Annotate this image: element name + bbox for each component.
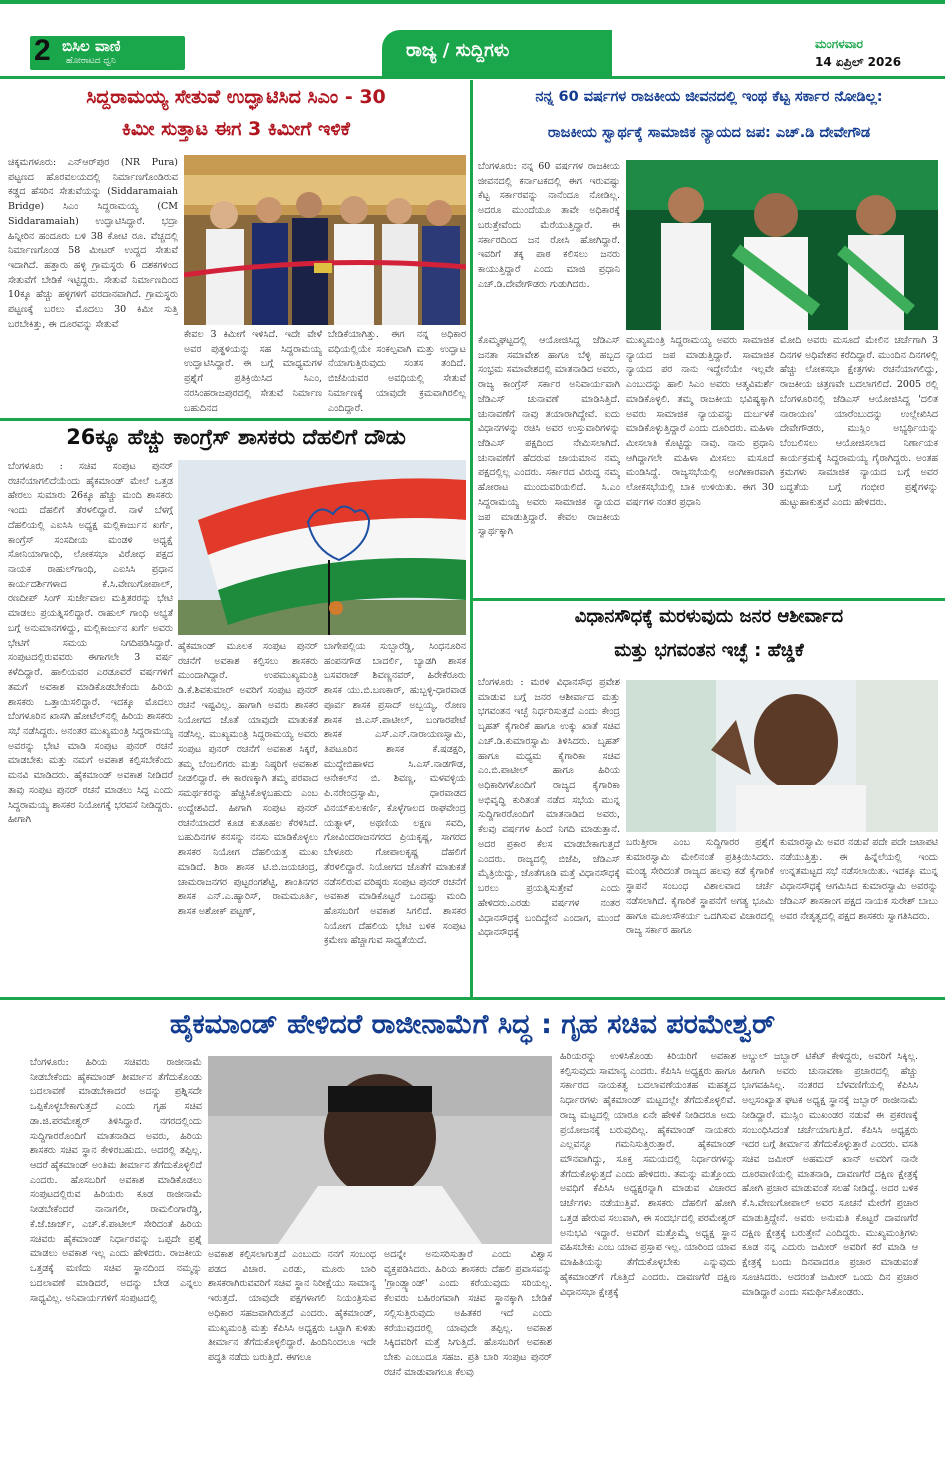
paper-name: ಬಿಸಿಲ ವಾಣಿ	[62, 37, 121, 55]
article-headline: ವಿಧಾನಸೌಧಕ್ಕೆ ಮರಳುವುದು ಜನರ ಆಶೀರ್ವಾದ	[574, 606, 844, 627]
page-number: 2	[34, 34, 51, 67]
article-column: ಚಿಕ್ಕಮಗಳೂರು: ಎನ್‌ಆರ್‌ಪುರ (NR Pura) ಪಟ್ಟಣದ ಹೊರವಲಯದಲ್ಲಿ ನಿರ್ಮಾಣಗೊಂಡಿರುವ ಕಡ್ಡದ ಹೆಸರಿನ ಸೇತುವೆಯನ್ನು (Siddaramaiah Bridge) ಸಿಎಂ ಸಿದ್ದರಾಮಯ್ಯ (CM Siddaramaiah) ಉದ್ಘಾಟಿಸಿದ್ದಾರೆ. ಭದ್ರಾ ಹಿನ್ನೀರಿನ ಹಂದೂರು ಬಳಿ 38 ಕೋಟಿ ರೂ. ವೆಚ್ಚದಲ್ಲಿ ನಿರ್ಮಾಣಗೊಂಡ 58 ಮೀಟರ್ ಉದ್ದದ ಸೇತುವೆ ಇದಾಗಿದೆ. ಹತ್ತಾರು ಹಳ್ಳಿ ಗ್ರಾಮಸ್ಥರು 6 ದಶಕಗಳಿಂದ ಸೇತುವೆಗೆ ಬೇಡಿಕೆ ಇಟ್ಟಿದ್ದರು. ಸೇತುವೆ ನಿರ್ಮಾಣದಿಂದ 10ಕ್ಕೂ ಹೆಚ್ಚು ಹಳ್ಳಿಗಳಿಗೆ ವರದಾನವಾಗಿದೆ. ಗ್ರಾಮಸ್ಥರು ಪಟ್ಟಣಕ್ಕೆ ಬರಲು ಮೊದಲು 30 ಕಿಮೀ ಸುತ್ತಿ ಬರಬೇಕಿತ್ತು, ಈ ದೂರವನ್ನು ಸೇತುವೆ	[8, 157, 178, 330]
article-headline: ನನ್ನ 60 ವರ್ಷಗಳ ರಾಜಕೀಯ ಜೀವನದಲ್ಲಿ ಇಂಥ ಕೆಟ್ಟ ಸರ್ಕಾರ ನೋಡಿಲ್ಲ:	[535, 89, 883, 105]
kumaraswamy-photo	[626, 680, 938, 832]
article-column: ಬೆಂಗಳೂರು: ನನ್ನ 60 ವರ್ಷಗಳ ರಾಜಕೀಯ ಜೀವನದಲ್ಲಿ ಕರ್ನಾಟಕದಲ್ಲಿ ಈಗ ಇರುವಷ್ಟು ಕೆಟ್ಟ ಸರ್ಕಾರವನ್ನು ನಾನೆಂದೂ ನೋಡಿಲ್ಲ. ಅದರೂ ಮುಂದೆಯೂ ತಾವೇ ಅಧಿಕಾರಕ್ಕೆ ಬರುತ್ತೇವೆಂದು ಮೆರೆಯುತ್ತಿದ್ದಾರೆ. ಈ ಸರ್ಕಾರದಿಂದ ಜನ ರೋಸಿ ಹೋಗಿದ್ದಾರೆ. ಇವರಿಗೆ ತಕ್ಕ ಪಾಠ ಕಲಿಸಲು ಜನರು ಕಾಯುತ್ತಿದ್ದಾರೆ ಎಂದು ಮಾಜಿ ಪ್ರಧಾನಿ ಎಚ್.ಡಿ.ದೇವೇಗೌಡರು ಗುಡುಗಿದರು.	[478, 161, 620, 290]
article-column: ಕೊಮ್ಮಘಟ್ಟದಲ್ಲಿ ಆಯೋಜಿಸಿದ್ದ ಜೆಡಿಎಸ್ ಜನತಾ ಸಮಾವೇಶ ಹಾಗೂ ಬೆಳ್ಳಿ ಹಬ್ಬದ ಸಂಭ್ರಮ ಸಮಾವೇಶದಲ್ಲಿ ಮಾತನಾಡಿದ ಅವರು, ರಾಜ್ಯ ಕಾಂಗ್ರೆಸ್ ಸರ್ಕಾರ ಅನಿವಾರ್ಯವಾಗಿ ಜೆಡಿಎಸ್ ಚುನಾವಣೆ ಮಾಡಿಸಿತ್ತಿದೆ. ಚುನಾವಣೆಗೆ ನಾವು ತಯಾರಾಗಿದ್ದೇವೆ. ಐದು ವಿಧಾನಗಳನ್ನು ರಚಿಸಿ ಅವರ ಉಸ್ತುವಾರಿಗಳನ್ನು ಜೆಡಿಎಸ್ ಪಕ್ಷದಿಂದ ನೇಮಿಸಲಾಗಿದೆ. ಚುನಾವಣೆಗೆ ಹೆದರುವ ಜಾಯಮಾನ ನಮ್ಮ ಪಕ್ಷದಲ್ಲಿಲ್ಲ ಎಂದರು. ಸರ್ಕಾರದ ವಿರುದ್ಧ ನಮ್ಮ ಹೋರಾಟ ಮುಂದುವರಿಯಲಿದೆ. ಸಿ.ಎಂ ಸಿದ್ದರಾಮಯ್ಯ ಅವರು ಸಾಮಾಜಿಕ ನ್ಯಾಯದ ಜಪ ಮಾಡುತ್ತಿದ್ದಾರೆ. ಕೇವಲ ರಾಜಕೀಯ ಸ್ವಾರ್ಥಕ್ಕಾಗಿ	[478, 335, 620, 538]
article-headline-line2: ರಾಜಕೀಯ ಸ್ವಾರ್ಥಕ್ಕೆ ಸಾಮಾಜಿಕ ನ್ಯಾಯದ ಜಪ: ಎಚ್.ಡಿ ದೇವೇಗೌಡ	[547, 125, 871, 141]
article-column: ಅಬ್ದುಲ್ ಜಬ್ಬಾರ್ ಟಿಕೆಟ್ ಕೇಳಿದ್ದರು, ಅವರಿಗೆ ಸಿಕ್ಕಿಲ್ಲ. ಹೀಗಾಗಿ ಅವರು ಚುನಾವಣಾ ಪ್ರಚಾರದಲ್ಲಿ ಹೆಚ್ಚು ಭಾಗವಹಿಸಿಲ್ಲ. ನಂತರದ ಬೆಳವಣಿಗೆಯಲ್ಲಿ ಕೆಪಿಸಿಸಿ ಅಲ್ಪಸಂಖ್ಯಾತ ಘಟಕ ಅಧ್ಯಕ್ಷ ಸ್ಥಾನಕ್ಕೆ ಜಬ್ಬಾರ್ ರಾಜೀನಾಮೆ ನೀಡಿದ್ದಾರೆ. ಮುಸ್ಲಿಂ ಮುಖಂಡರ ನಡುವೆ ಈ ಪ್ರಕರಣಕ್ಕೆ ಸಂಬಂಧಿಸಿದಂತೆ ಚರ್ಚೆಯಾಗುತ್ತಿದೆ. ಕೆಪಿಸಿಸಿ ಅಧ್ಯಕ್ಷರು ಇದರ ಬಗ್ಗೆ ತೀರ್ಮಾನ ತೆಗೆದುಕೊಳ್ಳುತ್ತಾರೆ ಎಂದರು. ವಸತಿ ಸಚಿವ ಜಮೀರ್ ಅಹಮದ್ ಖಾನ್ ಅವರಿಗೆ ನಾನೇ ದೂರವಾಣಿಯಲ್ಲಿ ಮಾತನಾಡಿ, ದಾವಣಗೆರೆ ದಕ್ಷಿಣ ಕ್ಷೇತ್ರಕ್ಕೆ ಹೋಗಿ ಪ್ರಚಾರ ಮಾಡುವಂತೆ ಸಲಹೆ ನೀಡಿದ್ದೆ. ಅದರ ಬಳಿಕ ಕೆ.ಸಿ.ವೇಣುಗೋಪಾಲ್ ಅವರ ಸೂಚನೆ ಮೇರೆಗೆ ಪ್ರಚಾರ ಮಾಡುತ್ತಿದ್ದೇನೆ. ಅವರು ಅನುಮತಿ ಕೊಟ್ಟರೆ ದಾವಣಗೆರೆ ದಕ್ಷಿಣ ಕ್ಷೇತ್ರಕ್ಕೆ ಬರುತ್ತೇನೆ ಎಂದಿದ್ದರು. ಮುಖ್ಯಮಂತ್ರಿಗಳು ಕೂಡ ನನ್ನ ಎದುರು ಜಮೀರ್ ಅವರಿಗೆ ಕರೆ ಮಾಡಿ ಆ ಕ್ಷೇತ್ರಕ್ಕೆ ಬಂದು ದಿನವಾದರೂ ಪ್ರಚಾರ ಮಾಡುವಂತೆ ಸೂಚಿಸಿದರು. ಅದರಂತೆ ಜಮೀರ್ ಒಂದು ದಿನ ಪ್ರಚಾರ ಮಾಡಿದ್ದಾರೆ ಎಂದು ಸಮರ್ಥಿಸಿಕೊಂಡರು.	[742, 1051, 918, 1298]
section-label: ರಾಜ್ಯ / ಸುದ್ದಿಗಳು	[406, 40, 510, 61]
article-column: ಹಿರಿಯರನ್ನು ಉಳಿಸಿಕೊಂಡು ಕಿರಿಯರಿಗೆ ಅವಕಾಶ ಕಲ್ಪಿಸುವುದು ಸಾಮಾನ್ಯ ಎಂದರು. ಕೆಪಿಸಿಸಿ ಅಧ್ಯಕ್ಷರು ಹಾಗೂ ಸರ್ಕಾರದ ನಾಯಕತ್ವ ಬದಲಾವಣೆಯಂತಹ ಮಹತ್ವದ ನಿರ್ಧಾರಗಳು ಹೈಕಮಾಂಡ್ ಮಟ್ಟದಲ್ಲೇ ತೆಗೆದುಕೊಳ್ಳಲಿವೆ. ರಾಜ್ಯ ಮಟ್ಟದಲ್ಲಿ ಯಾರೂ ಏನೇ ಹೇಳಿಕೆ ನೀಡಿದರೂ ಅದು ಪ್ರಯೋಜನಕ್ಕೆ ಬರುವುದಿಲ್ಲ. ಹೈಕಮಾಂಡ್ ನಾಯಕರು ಎಲ್ಲವನ್ನೂ ಗಮನಿಸುತ್ತಿರುತ್ತಾರೆ. ಹೈಕಮಾಂಡ್ ಮೌನವಾಗಿದ್ದು, ಸೂಕ್ತ ಸಮಯದಲ್ಲಿ ನಿರ್ಧಾರಗಳನ್ನು ತೆಗೆದುಕೊಳ್ಳುತ್ತದೆ ಎಂದು ಹೇಳಿದರು. ತಮನ್ನು ಮತ್ತೊಂದು ಅವಧಿಗೆ ಕೆಪಿಸಿಸಿ ಅಧ್ಯಕ್ಷರನ್ನಾಗಿ ಮಾಡುವ ವಿಚಾರದ ಚರ್ಚೆಗಳು ನಡೆಯುತ್ತಿವೆ. ಶಾಸಕರು ದೆಹಲಿಗೆ ಹೋಗಿ ಒತ್ತಡ ಹೇರುವ ಸಲುವಾಗಿ, ಈ ಸಂದರ್ಭದಲ್ಲಿ ಪರಮೇಶ್ವರ್ ಅನುಭವಿ ಇದ್ದಾರೆ. ಅವರಿಗೆ ಮತ್ತೊಮ್ಮೆ ಅಧ್ಯಕ್ಷ ಸ್ಥಾನ ವಹಿಸಬೇಕು ಎಂಬ ಯಾವ ಪ್ರಸ್ತಾಪ ಇಲ್ಲ. ಯಾರಿಂದ ಯಾವ ಮಾಹಿತಿಯನ್ನು ತೆಗೆದುಕೊಳ್ಳಬೇಕು ಎನ್ನುವುದು ಹೈಕಮಾಂಡ್‌ಗೆ ಗೊತ್ತಿದೆ ಎಂದರು. ದಾವಣಗೆರೆ ದಕ್ಷಿಣ ವಿಧಾನಸಭಾ ಕ್ಷೇತ್ರಕ್ಕೆ	[560, 1051, 736, 1298]
article-column: ಕೇವಲ 3 ಕಿಮೀಗೆ ಇಳಿಸಿದೆ. ಇದೇ ವೇಳೆ ಅವರ ಪುತ್ಥಳಿಯನ್ನು ಸಹ ಸಿದ್ದರಾಮಯ್ಯ ಉದ್ಘಾಟಿಸಿದ್ದಾರೆ. ಈ ಬಗ್ಗೆ ಮಾಧ್ಯಮಗಳ ಪ್ರಶ್ನೆಗೆ ಪ್ರತಿಕ್ರಿಯಿಸಿದ ಸಿಎಂ, ನರಸಿಂಹರಾಜಪುರದಲ್ಲಿ ಸೇತುವೆ ನಿರ್ಮಾಣ ಬಹುದಿನದ	[184, 329, 322, 414]
parameshwar-photo	[208, 1056, 552, 1244]
article-column: ಬೆಂಗಳೂರು : ಮರಳಿ ವಿಧಾನಸೌಧ ಪ್ರವೇಶ ಮಾಡುವ ಬಗ್ಗೆ ಜನರ ಆಶೀರ್ವಾದ ಮತ್ತು ಭಗವಂತನ ಇಚ್ಛೆ ನಿರ್ಧರಿಸುತ್ತದೆ ಎಂದು ಕೇಂದ್ರ ಬೃಹತ್ ಕೈಗಾರಿಕೆ ಹಾಗೂ ಉಕ್ಕು ಖಾತೆ ಸಚಿವ ಎಚ್.ಡಿ.ಕುಮಾರಸ್ವಾಮಿ ತಿಳಿಸಿದರು. ಬೃಹತ್ ಹಾಗೂ ಮಧ್ಯಮ ಕೈಗಾರಿಕಾ ಸಚಿವ ಎಂ.ಬಿ.ಪಾಟೀಲ್ ಹಾಗೂ ಹಿರಿಯ ಅಧಿಕಾರಿಗಳೊಂದಿಗೆ ರಾಜ್ಯದ ಕೈಗಾರಿಕಾ ಅಭಿವೃದ್ಧಿ ಕುರಿತಂತೆ ನಡೆದ ಸಭೆಯ ಮುನ್ನ ಸುದ್ದಿಗಾರರೊಂದಿಗೆ ಮಾತನಾಡಿದ ಅವರು, ಕೆಲವು ವರ್ಷಗಳ ಹಿಂದೆ ನಿಗದಿ ಮಾಡುತ್ತಾನೆ. ಅದರ ಪ್ರಕಾರ ಕೆಲಸ ಮಾಡಬೇಕಾಗುತ್ತದೆ ಎಂದರು. ರಾಜ್ಯದಲ್ಲಿ ಬಿಜೆಪಿ, ಜೆಡಿಎಸ್ ಮೈತ್ರಿಯಿದ್ದು, ಜೊತೆಗೂಡಿ ಮತ್ತೆ ವಿಧಾನಸೌಧಕ್ಕೆ ಬರಲು ಪ್ರಯತ್ನಿಸುತ್ತೇವೆ ಎಂದು ಹೇಳಿದರು.ಎರಡು ವರ್ಷಗಳ ನಂತರ ವಿಧಾನಸೌಧಕ್ಕೆ ಬಂದಿದ್ದೇನೆ ಎಂದಾಗ, ಮುಂದೆ ವಿಧಾನಸೌಧಕ್ಕೆ	[478, 677, 620, 939]
article-column: ಅವಕಾಶ ಕಲ್ಪಿಸಲಾಗುತ್ತದೆ ಎಂಬುದು ನನಗೆ ಸಂಬಂಧ ಪಡದ ವಿಚಾರ. ಎರಡು, ಮೂರು ಬಾರಿ ಶಾಸಕರಾಗಿರುವವರಿಗೆ ಸಚಿವ ಸ್ಥಾನ ನಿರೀಕ್ಷೆಯು ಸಾಮಾನ್ಯ ಇರುತ್ತದೆ. ಯಾವುದೇ ಪಕ್ಷಗಳಾಗಲಿ ನಿಯಂತ್ರಿಸುವ ಅಧಿಕಾರ ಸಹಜವಾಗಿರುತ್ತದೆ ಎಂದರು. ಹೈಕಮಾಂಡ್, ಮುಖ್ಯಮಂತ್ರಿ ಮತ್ತು ಕೆಪಿಸಿಸಿ ಅಧ್ಯಕ್ಷರು ಒಟ್ಟಾಗಿ ಕುಳಿತು ತೀರ್ಮಾನ ತೆಗೆದುಕೊಳ್ಳಲಿದ್ದಾರೆ. ಹಿಂದಿನಿಂದಲೂ ಇದೇ ಪದ್ಧತಿ ನಡೆದು ಬರುತ್ತಿದೆ. ಈಗಲೂ	[208, 1249, 376, 1364]
article-column: ಮುಖ್ಯಮಂತ್ರಿ ಸಿದ್ದರಾಮಯ್ಯ ಅವರು ಸಾಮಾಜಿಕ ನ್ಯಾಯದ ಜಪ ಮಾಡುತ್ತಿದ್ದಾರೆ. ಸಾಮಾಜಿಕ ನ್ಯಾಯದ ಪರ ನಾನು ಇದ್ದೇನೆಯೇ ಇಲ್ಲವೇ ಎಂಬುದನ್ನು ಹಾಲಿ ಸಿಎಂ ಅವರು ಆತ್ಮವಿಮರ್ಶೆ ಮಾಡಿಕೊಳ್ಳಲಿ. ತಮ್ಮ ರಾಜಕೀಯ ಭವಿಷ್ಯಕ್ಕಾಗಿ ಅವರು ಸಾಮಾಜಿಕ ನ್ಯಾಯವನ್ನು ದುರ್ಬಳಕೆ ಮಾಡಿಕೊಳ್ಳುತ್ತಿದ್ದಾರೆ ಎಂದು ದೂರಿದರು. ಮಹಿಳಾ ಮೀಸಲಾತಿ ಕೊಟ್ಟಿದ್ದು ನಾವು. ನಾನು ಪ್ರಧಾನಿ ಆಗಿದ್ದಾಗಲೇ ಮಹಿಳಾ ಮೀಸಲು ಮಸೂದೆ ಮಂಡಿಸಿದ್ದೆ. ರಾಜ್ಯಸಭೆಯಲ್ಲಿ ಅಂಗೀಕಾರವಾಗಿ ಲೋಕಸಭೆಯಲ್ಲಿ ಬಾಕಿ ಉಳಿಯಿತು. ಈಗ 30 ವರ್ಷಗಳ ನಂತರ ಪ್ರಧಾನಿ	[626, 335, 774, 508]
right-article-separator	[473, 598, 945, 601]
jds-leaders-photo	[626, 160, 938, 330]
article-headline-line2: ಮತ್ತು ಭಗವಂತನ ಇಚ್ಛೆ : ಹೆಚ್ಡಿಕೆ	[614, 640, 804, 661]
left-article-separator	[0, 418, 470, 421]
article-column: ಕುಮಾರಸ್ವಾಮಿ ಅವರ ನಡುವೆ ಪದೇ ಪದೇ ಜಟಾಪಟಿ ನಡೆಯುತ್ತಿತ್ತು. ಈ ಹಿನ್ನೆಲೆಯಲ್ಲಿ ಇಂದು ಉನ್ನತಮಟ್ಟದ ಸಭೆ ನಡೆಸಲಾಯಿತು. ಇದಕ್ಕೂ ಮುನ್ನ ವಿಧಾನಸೌಧಕ್ಕೆ ಆಗಮಿಸಿದ ಕುಮಾರಸ್ವಾಮಿ ಅವರನ್ನು ಜೆಡಿಎಸ್ ಶಾಸಕಾಂಗ ಪಕ್ಷದ ನಾಯಕ ಸುರೇಶ್ ಬಾಬು ಅವರ ನೇತೃತ್ವದಲ್ಲಿ ಪಕ್ಷದ ಶಾಸಕರು ಸ್ವಾಗತಿಸಿದರು.	[780, 837, 938, 922]
article-column: ಹೈಕಮಾಂಡ್ ಮೂಲಕ ಸಂಪುಟ ಪುನರ್ ರಚನೆಗೆ ಅವಕಾಶ ಕಲ್ಪಿಸಲು ಶಾಸಕರು ಮುಂದಾಗಿದ್ದಾರೆ. ಉಪಮುಖ್ಯಮಂತ್ರಿ ಡಿ.ಕೆ.ಶಿವಕುಮಾರ್ ಅವರಿಗೆ ಸಂಪುಟ ಪುನರ್ ರಚನೆ ಇಷ್ಟವಿಲ್ಲ. ಹಾಗಾಗಿ ಅವರು ಶಾಸಕರ ನಿಯೋಗದ ಜೊತೆ ಯಾವುದೇ ಮಾತುಕತೆ ನಡೆಸಿಲ್ಲ. ಮುಖ್ಯಮಂತ್ರಿ ಸಿದ್ದರಾಮಯ್ಯ ಅವರು ಸಂಪುಟ ಪುನರ್ ರಚನೆಗೆ ಅವಕಾಶ ಸಿಕ್ಕರೆ, ತಮ್ಮ ಬೆಂಬಲಿಗರು ಮತ್ತು ನಿಷ್ಠರಿಗೆ ಅವಕಾಶ ನೀಡಲಿದ್ದಾರೆ. ಈ ಕಾರಣಕ್ಕಾಗಿ ತಮ್ಮ ಪರವಾದ ಸಮರ್ಥಕರನ್ನು ಹೆಚ್ಚಿಸಿಕೊಳ್ಳಬಹುದು ಎಂಬ ಉದ್ದೇಶವಿದೆ. ಹೀಗಾಗಿ ಸಂಪುಟ ಪುನರ್ ರಚನೆಯಾದರೆ ಕೂಡ ಕುತೂಹಲ ಕೆರಳಿಸಿದೆ. ಬಹುದಿನಗಳ ಕನಸನ್ನು ನನಸು ಮಾಡಿಕೊಳ್ಳಲು ಶಾಸಕರ ನಿಯೋಗ ದೆಹಲಿಯತ್ತ ಮುಖ ಮಾಡಿದೆ. ಶಿರಾ ಶಾಸಕ ಟಿ.ಬಿ.ಜಯಚಂದ್ರ, ಚಾಮರಾಜನಗರ ಪುಟ್ಟರಂಗಶೆಟ್ಟಿ, ಶಾಂತಿನಗರ ಶಾಸಕ ಎನ್.ಎ.ಹ್ಯಾರಿಸ್, ರಾಮಮೂರ್ತಿ, ಶಾಸಕ ಅಶೋಕ್ ಪಟ್ಟಣ್,	[178, 641, 318, 917]
page-header	[0, 0, 945, 78]
ribbon-cutting-photo	[184, 155, 466, 325]
article-headline: ಹೈಕಮಾಂಡ್ ಹೇಳಿದರೆ ರಾಜೀನಾಮೆಗೆ ಸಿದ್ಧ : ಗೃಹ ಸಚಿವ ಪರಮೇಶ್ವರ್	[169, 1009, 776, 1040]
paper-tagline: ಹೋರಾಟದ ಧ್ವನಿ	[66, 56, 116, 66]
header-bottom-rule	[0, 76, 945, 79]
issue-date: 14 ಏಪ್ರಿಲ್ 2026	[815, 55, 902, 69]
article-headline: 26ಕ್ಕೂ ಹೆಚ್ಚು ಕಾಂಗ್ರೆಸ್ ಶಾಸಕರು ದೆಹಲಿಗೆ ದೌಡು	[66, 425, 406, 449]
article-column: ಅದನ್ನೇ ಅನುಸರಿಸುತ್ತಾರೆ ಎಂದು ವಿಶ್ವಾಸ ವ್ಯಕ್ತಪಡಿಸಿದರು. ಹಿರಿಯ ಶಾಸಕರು ದೆಹಲಿ ಪ್ರವಾಸವನ್ನು 'ಗ್ರಾಂಡ್ಸ್ಯಾಂಡ್' ಎಂದು ಕರೆಯುವುದು ಸರಿಯಲ್ಲ. ಕೆಲವರು ಬಹಿರಂಗವಾಗಿ ಸಚಿವ ಸ್ಥಾನಕ್ಕಾಗಿ ಬೇಡಿಕೆ ಸಲ್ಲಿಸುತ್ತಿರುವುದು ಅಹಿತಕರ ಇದೆ ಎಂದು ಕರೆಯುವುದರಲ್ಲಿ ಯಾವುದೇ ತಪ್ಪಿಲ್ಲ. ಅವಕಾಶ ಸಿಕ್ಕಿದವರಿಗೆ ಮತ್ತೆ ಸಿಗುತ್ತಿದೆ. ಹೊಸಬರಿಗೆ ಅವಕಾಶ ಬೇಕು ಎಂಬುದೂ ಸಹಜ. ಪ್ರತಿ ಬಾರಿ ಸಂಪುಟ ಪುನರ್ ರಚನೆ ಮಾಡುವಾಗಲೂ ಕೆಲವು	[384, 1249, 552, 1378]
center-column-rule	[470, 80, 473, 997]
article-headline-line2: ಕಿಮೀ ಸುತ್ತಾಟ ಈಗ 3 ಕಿಮೀಗೆ ಇಳಿಕೆ	[121, 118, 351, 140]
article-column: ಬೆಂಗಳೂರು: ಹಿರಿಯ ಸಚಿವರು ರಾಜೀನಾಮೆ ನೀಡಬೇಕೆಂದು ಹೈಕಮಾಂಡ್ ತೀರ್ಮಾನ ತೆಗೆದುಕೊಂಡು ಬದಲಾವಣೆ ಮಾಡಬೇಕಾದರೆ ಅದನ್ನು ಪ್ರಶ್ನಿಸದೇ ಒಪ್ಪಿಕೊಳ್ಳಬೇಕಾಗುತ್ತದೆ ಎಂದು ಗೃಹ ಸಚಿವ ಡಾ.ಜಿ.ಪರಮೇಶ್ವರ್ ತಿಳಿಸಿದ್ದಾರೆ. ನಗರದಲ್ಲಿಂದು ಸುದ್ದಿಗಾರರೊಂದಿಗೆ ಮಾತನಾಡಿದ ಅವರು, ಹಿರಿಯ ಶಾಸಕರು ಸಚಿವ ಸ್ಥಾನ ಕೇಳಿರಬಹುದು. ಅದರಲ್ಲಿ ತಪ್ಪಿಲ್ಲ. ಆದರೆ ಹೈಕಮಾಂಡ್ ಅಂತಿಮ ತೀರ್ಮಾನ ತೆಗೆದುಕೊಳ್ಳಲಿದೆ ಎಂದರು. ಹೊಸಬರಿಗೆ ಅವಕಾಶ ಮಾಡಿಕೊಡಲು ಸಂಪುಟದಲ್ಲಿರುವ ಹಿರಿಯರು ಕೂಡ ರಾಜೀನಾಮೆ ನೀಡಬೇಕೆಂದರೆ ನಾನಾಗಲೀ, ರಾಮಲಿಂಗಾರೆಡ್ಡಿ, ಕೆ.ಜೆ.ಜಾರ್ಜ್, ಎಚ್.ಕೆ.ಪಾಟೀಲ್ ಸೇರಿದಂತೆ ಹಿರಿಯ ಸಚಿವರು ಹೈಕಮಾಂಡ್ ನಿರ್ಧಾರವನ್ನು ಒಪ್ಪದೇ ಪ್ರಶ್ನೆ ಮಾಡಲು ಅವಕಾಶ ಇಲ್ಲ ಎಂದು ಹೇಳಿದರು. ರಾಜಕೀಯ ಒತ್ತಡಕ್ಕೆ ಮಣಿದು ಸಚಿವ ಸ್ಥಾನದಿಂದ ನಮ್ಮನ್ನು ಬದಲಾವಣೆ ಮಾಡಿದರೆ, ಅದನ್ನು ಬೇಡ ಎನ್ನಲು ಸಾಧ್ಯವಿಲ್ಲ. ಅನಿವಾರ್ಯಗಳಿಗೆ ಸಂಪುಟದಲ್ಲಿ	[30, 1057, 202, 1304]
article-column: ಬಾಗೇಪಲ್ಲಿಯ ಸುಬ್ಬಾರೆಡ್ಡಿ, ಸಿಂಧನೂರಿನ ಹಂಪನಗೌಡ ಬಾದರ್ಲಿ, ಬ್ಯಾಡಗಿ ಶಾಸಕ ಬಸವರಾಜ್ ಶಿವಣ್ಣನವರ್, ಹಿರೇಕೆರೂರು ಶಾಸಕ ಯು.ಬಿ.ಬಣಕಾರ್, ಹುಬ್ಬಳ್ಳಿ-ಧಾರವಾಡ ಪೂರ್ವ ಶಾಸಕ ಪ್ರಸಾದ್ ಅಬ್ಬಯ್ಯ, ರೋಣ ಶಾಸಕ ಜಿ.ಎಸ್.ಪಾಟೀಲ್, ಬಂಗಾರಪೇಟೆ ಶಾಸಕ ಎಸ್.ಎನ್.ನಾರಾಯಣಸ್ವಾಮಿ, ತಿಪಟೂರಿನ ಶಾಸಕ ಕೆ.ಷಡಕ್ಷರಿ, ಮುದ್ದೇಬಿಹಾಳದ ಸಿ.ಎಸ್.ನಾಡಗೌಡ, ಆನೇಕಲ್‌ನ ಬಿ. ಶಿವಣ್ಣ, ಮಳವಳ್ಳಿಯ ಪಿ.ನರೇಂದ್ರಸ್ವಾಮಿ, ಧಾರವಾಡದ ವಿನಯ್‌ಕುಲಕರ್ಣಿ, ಕೊಳ್ಳೆಗಾಲದ ರಾಘವೇಂದ್ರ ಯತ್ನಾಳ್, ಅಥಣಿಯ ಲಕ್ಷಣ ಸವದಿ, ಗೋವಿಂದರಾಜನಗರದ ಪ್ರಿಯಕೃಷ್ಣ, ಸಾಗರದ ಬೇಳೂರು ಗೋಪಾಲಕೃಷ್ಣ ದೆಹಲಿಗೆ ತೆರಳಲಿದ್ದಾರೆ. ನಿಯೋಗದ ಜೊತೆಗೆ ಮಾತುಕತೆ ನಡೆಸಲಿರುವ ವರಿಷ್ಠರು ಸಂಪುಟ ಪುನರ್ ರಚನೆಗೆ ಅವಕಾಶ ಮಾಡಿಕೊಟ್ಟರೆ ಒಂದಷ್ಟು ಮಂದಿ ಹೊಸಬರಿಗೆ ಅವಕಾಶ ಸಿಗಲಿದೆ. ಶಾಸಕರ ನಿಯೋಗ ದೆಹಲಿಯ ಭೇಟಿ ಬಳಿಕ ಸಂಪುಟ ಕ್ರಮೇಣ ಹೆಚ್ಚಾಗುವ ಸಾಧ್ಯತೆಯಿದೆ.	[324, 641, 466, 947]
article-headline: ಸಿದ್ದರಾಮಯ್ಯ ಸೇತುವೆ ಉದ್ಘಾಟಿಸಿದ ಸಿಎಂ - 30	[86, 86, 386, 108]
header-top-rule	[0, 0, 945, 4]
bottom-article-separator	[0, 997, 945, 1000]
article-column: ಬರುತ್ತೀರಾ ಎಂಬ ಸುದ್ದಿಗಾರರ ಪ್ರಶ್ನೆಗೆ ಕುಮಾರಸ್ವಾಮಿ ಮೇಲಿನಂತೆ ಪ್ರತಿಕ್ರಿಯಿಸಿದರು. ಮಂಡ್ಯ ಸೇರಿದಂತೆ ರಾಜ್ಯದ ಹಲವು ಕಡೆ ಕೈಗಾರಿಕೆ ಸ್ಥಾಪನೆ ಸಂಬಂಧ ವಿಶಾಲವಾದ ಚರ್ಚೆ ನಡೆಸಲಾಗಿದೆ. ಕೈಗಾರಿಕೆ ಸ್ಥಾಪನೆಗೆ ಅಗತ್ಯ ಭೂಮಿ ಹಾಗೂ ಮೂಲಸೌಕರ್ಯ ಒದಗಿಸುವ ವಿಚಾರದಲ್ಲಿ ರಾಜ್ಯ ಸರ್ಕಾರ ಹಾಗೂ	[626, 837, 774, 937]
article-column: ಮೋದಿ ಅವರು ಮಸೂದೆ ಮೇಲಿನ ಚರ್ಚೆಗಾಗಿ 3 ದಿನಗಳ ಅಧಿವೇಶನ ಕರೆದಿದ್ದಾರೆ. ಮುಂದಿನ ದಿನಗಳಲ್ಲಿ ಹೆಚ್ಚು ಲೋಕಸಭಾ ಕ್ಷೇತ್ರಗಳು ರಚನೆಯಾಗಲಿದ್ದು, ರಾಜಕೀಯ ಚಿತ್ರಣವೇ ಬದಲಾಗಲಿದೆ. 2005 ರಲ್ಲಿ ಬೆಂಗಳೂರಿನಲ್ಲಿ ಜೆಡಿಎಸ್ ಆಯೋಜಿಸಿದ್ದ 'ದಲಿತ ನಾರಾಯಣ' ಯಾರೆಂಬುದನ್ನು ಉಲ್ಲೇಖಿಸಿದ ದೇವೇಗೌಡರು, ಮುಸ್ಲಿಂ ಅಭ್ಯರ್ಥಿಯನ್ನು ಬೆಂಬಲಿಸಲು ಆಯೋಜಿಸಲಾದ ನಿರ್ಣಾಯಕ ಕಾರ್ಯಕ್ರಮಕ್ಕೆ ಸಿದ್ದರಾಮಯ್ಯ ಗೈರಾಗಿದ್ದರು. ಅಂತಹ ಕ್ರಮಗಳು ಸಾಮಾಜಿಕ ನ್ಯಾಯದ ಬಗ್ಗೆ ಅವರ ಬದ್ಧತೆಯ ಬಗ್ಗೆ ಗಂಭೀರ ಪ್ರಶ್ನೆಗಳನ್ನು ಹುಟ್ಟುಹಾಕುತ್ತವೆ ಎಂದು ಹೇಳಿದರು.	[780, 335, 938, 508]
issue-day: ಮಂಗಳವಾರ	[815, 37, 864, 51]
article-column: ಬೇಡಿಕೆಯಾಗಿತ್ತು. ಈಗ ನನ್ನ ಅಧಿಕಾರ ವಧಿಯಲ್ಲಿಯೇ ಸಂಕಲ್ಪವಾಗಿ ಮತ್ತು ಉದ್ಘಾಟ ನೆಯಾಗುತ್ತಿರುವುದು ಸಂತಸ ತಂದಿದೆ. ಬಿಜೆಪಿಯವರ ಅವಧಿಯಲ್ಲಿ ಸೇತುವೆ ನಿರ್ಮಾಣಕ್ಕೆ ಯಾವುದೇ ಕ್ರಮವಾಗಿರಲಿಲ್ಲ ಎಂದಿದ್ದಾರೆ.	[328, 329, 466, 414]
article-column: ಬೆಂಗಳೂರು : ಸಚಿವ ಸಂಪುಟ ಪುನರ್ ರಚನೆಯಾಗಲಿದೆಯೆಂದು ಹೈಕಮಾಂಡ್ ಮೇಲೆ ಒತ್ತಡ ಹೇರಲು ಸುಮಾರು 26ಕ್ಕೂ ಹೆಚ್ಚು ಮಂದಿ ಶಾಸಕರು ಇಂದು ದೆಹಲಿಗೆ ತೆರಳಲಿದ್ದಾರೆ. ನಾಳೆ ಬೆಳಗ್ಗೆ ದೆಹಲಿಯಲ್ಲಿ ಎಐಸಿಸಿ ಅಧ್ಯಕ್ಷ ಮಲ್ಲಿಕಾರ್ಜುನ ಖರ್ಗೆ, ಕಾಂಗ್ರೆಸ್ ಸಂಸದೀಯ ಮಂಡಳಿ ಅಧ್ಯಕ್ಷೆ ಸೋನಿಯಾಗಾಂಧಿ, ಲೋಕಸಭಾ ವಿರೋಧ ಪಕ್ಷದ ನಾಯಕ ರಾಹುಲ್‌ಗಾಂಧಿ, ಎಐಸಿಸಿ ಪ್ರಧಾನ ಕಾರ್ಯದರ್ಶಿಗಳಾದ ಕೆ.ಸಿ.ವೇಣುಗೋಪಾಲ್, ರಣದೀಪ್ ಸಿಂಗ್ ಸುರ್ಜೇವಾಲ ಮತ್ತಿತರರನ್ನು ಭೇಟಿ ಮಾಡಲು ಪ್ರಯತ್ನಿಸಲಿದ್ದಾರೆ. ರಾಹುಲ್ ಗಾಂಧಿ ಅಭ್ಯತೆ ಬಗ್ಗೆ ಅನುಮಾನಗಳಿದ್ದು, ಮಲ್ಲಿಕಾರ್ಜುನ ಖರ್ಗೆ ಅವರು ಭೇಟಿಗೆ ಸಮಯ ನಿಗದಿಪಡಿಸಿದ್ದಾರೆ. ಸಂಪುಟದಲ್ಲಿರುವವರು ಈಗಾಗಲೇ 3 ವರ್ಷ ಕಳೆದಿದ್ದಾರೆ. ಹಾಲಿಯವರ ಎರಡೂವರೆ ವರ್ಷಗಳಿಗೆ ತಮಗೆ ಅವಕಾಶ ಮಾಡಿಕೊಡಬೇಕೆಂದು ಹಿರಿಯ ಶಾಸಕರು ಒತ್ತಾಯಿಸಲಿದ್ದಾರೆ. ಇದಕ್ಕೂ ಮೊದಲು ಬೆಂಗಳೂರಿನ ಖಾಸಗಿ ಹೋಟೆಲ್‌ನಲ್ಲಿ ಹಿರಿಯ ಶಾಸಕರು ಸಭೆ ನಡೆಸಿದ್ದರು. ಅನಂತರ ಮುಖ್ಯಮಂತ್ರಿ ಸಿದ್ದರಾಮಯ್ಯ ಅವರನ್ನು ಭೇಟಿ ಮಾಡಿ ಸಂಪುಟ ಪುನರ್ ರಚನೆ ಮಾಡಬೇಕು ಮತ್ತು ನಮಗೆ ಅವಕಾಶ ಕಲ್ಪಿಸಬೇಕೆಂದು ಮನವಿ ಮಾಡಿದರು. ಹೈಕಮಾಂಡ್ ಅವಕಾಶ ನೀಡಿದರೆ ತಾವು ಸಂಪುಟ ಪುನರ್ ರಚನೆ ಮಾಡಲು ಸಿದ್ಧ ಎಂದು ಸಿದ್ದರಾಮಯ್ಯ ಶಾಸಕರ ನಿಯೋಗಕ್ಕೆ ಭರವಸೆ ನೀಡಿದ್ದರು. ಹೀಗಾಗಿ	[8, 461, 173, 826]
congress-flag-photo	[178, 460, 466, 635]
